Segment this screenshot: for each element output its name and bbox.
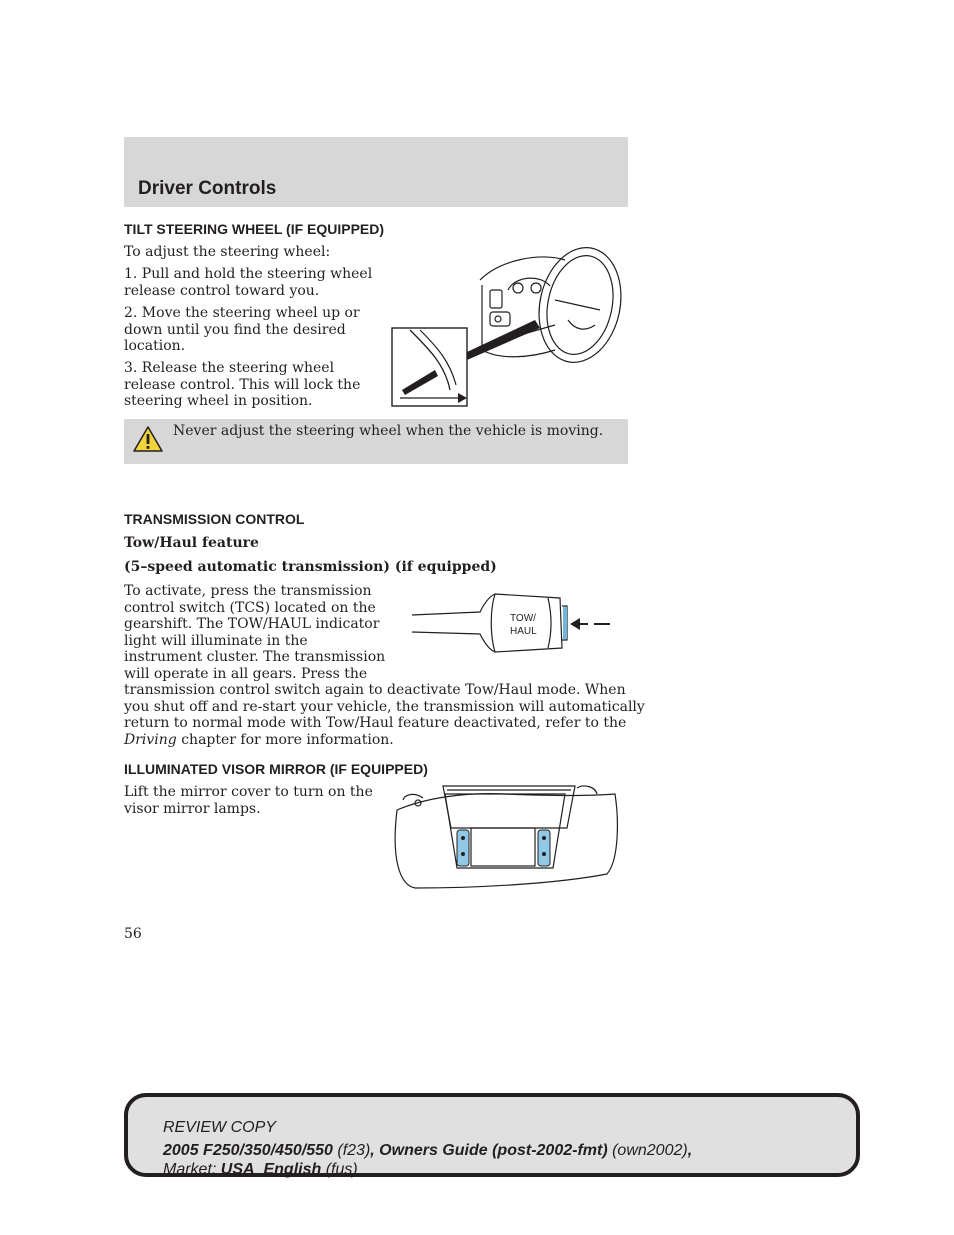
footer-market-line: Market: USA_English (fus) [163, 1161, 358, 1178]
transmission-heading: TRANSMISSION CONTROL [124, 511, 305, 527]
tilt-steering-heading: TILT STEERING WHEEL (IF EQUIPPED) [124, 221, 385, 237]
visor-mirror-illustration [385, 780, 625, 892]
warning-icon [132, 425, 164, 453]
transmission-type-subheading: (5–speed automatic transmission) (if equipped) [124, 559, 497, 575]
section-header-band [124, 137, 628, 207]
haul-label: HAUL [510, 626, 537, 637]
visor-body: Lift the mirror cover to turn on the visor mirror lamps. [124, 784, 373, 817]
tilt-intro: To adjust the steering wheel: [124, 244, 331, 260]
tilt-step-1: 1. Pull and hold the steering wheel release control toward you. [124, 266, 373, 299]
visor-heading: ILLUMINATED VISOR MIRROR (IF EQUIPPED) [124, 761, 428, 777]
review-copy-footer [124, 1093, 860, 1177]
page-number: 56 [124, 926, 142, 942]
tilt-step-3: 3. Release the steering wheel release control. This will lock the steering wheel in position. [124, 360, 361, 409]
warning-box [124, 419, 628, 464]
transmission-body: To activate, press the transmission control switch (TCS) located on the gearshift. The TOW/HAUL indicator light will illuminate in the instrument cluster. The transmission will operate in all gears. Press the transmission control switch again to deactivate Tow/Haul mode. When you shut off and re-start your vehicle, the transmission will automatically return to normal mode with Tow/Haul feature deactivated, refer to the Driving chapter for more information. [124, 583, 645, 748]
tilt-step-2: 2. Move the steering wheel up or down until you find the desired location. [124, 305, 360, 354]
section-title: Driver Controls [138, 178, 277, 199]
warning-text: Never adjust the steering wheel when the vehicle is moving. [173, 423, 604, 439]
review-copy-label: REVIEW COPY [163, 1119, 276, 1136]
tow-label: TOW/ [510, 613, 536, 624]
gearshift-illustration [410, 590, 615, 658]
towhaul-subheading: Tow/Haul feature [124, 535, 259, 551]
steering-wheel-illustration [390, 240, 630, 410]
footer-model-line: 2005 F250/350/450/550 (f23), Owners Guide (post-2002-fmt) (own2002), [163, 1142, 693, 1159]
